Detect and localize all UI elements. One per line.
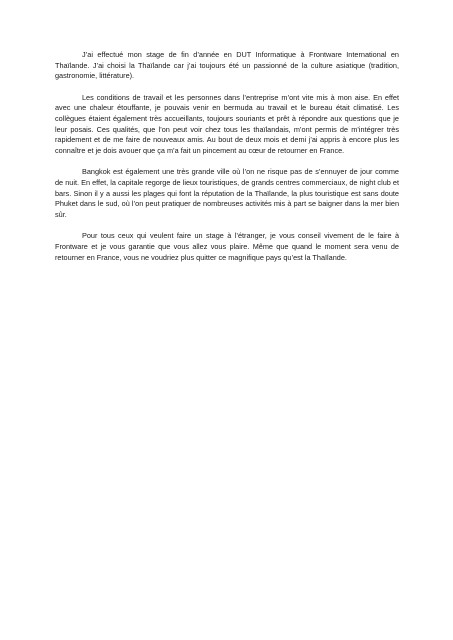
- paragraph-bangkok: Bangkok est également une très grande ville où l’on ne risque pas de s’ennuyer de jour comme de nuit. En effet, la capitale regorge de lieux touristiques, de grands centres commerciaux, de night club et bars. Sinon il y a aussi les plages qui font la réputation de la Thaïlande, la plus touristique est sans doute Phuket dans le sud, où l’on peut pratiquer de nombreuses activités mis à part se baigner dans la mer bien sûr.: [55, 167, 399, 220]
- paragraph-intro: J’ai effectué mon stage de fin d’année en DUT Informatique à Frontware International en Thaïlande. J’ai choisi la Thaïlande car j’ai toujours été un passionné de la culture asiatique (tradition, gastronomie, littérature).: [55, 50, 399, 81]
- paragraph-conclusion: Pour tous ceux qui veulent faire un stage à l’étranger, je vous conseil vivement de le faire à Frontware et je vous garantie que vous allez vous plaire. Même que quand le moment sera venu de retourner en France, vous ne voudriez plus quitter ce magnifique pays qu’est la Thaïlande.: [55, 231, 399, 262]
- paragraph-work-conditions: Les conditions de travail et les personnes dans l’entreprise m’ont vite mis à mon aise. En effet avec une chaleur étouffante, je pouvais venir en bermuda au travail et le bureau était climatisé. Les collègues étaient également très accueillants, toujours souriants et prêt à répondre aux questions que je leur posais. Ces qualités, que l’on peut voir chez tous les thaïlandais, m’ont permis de m’intégrer très rapidement et de me faire de nouveaux amis. Au bout de deux mois et demi j’ai appris à encore plus les connaître et je dois avouer que ça m’a fait un pincement au cœur de retourner en France.: [55, 92, 399, 156]
- document-body: [55, 50, 399, 274]
